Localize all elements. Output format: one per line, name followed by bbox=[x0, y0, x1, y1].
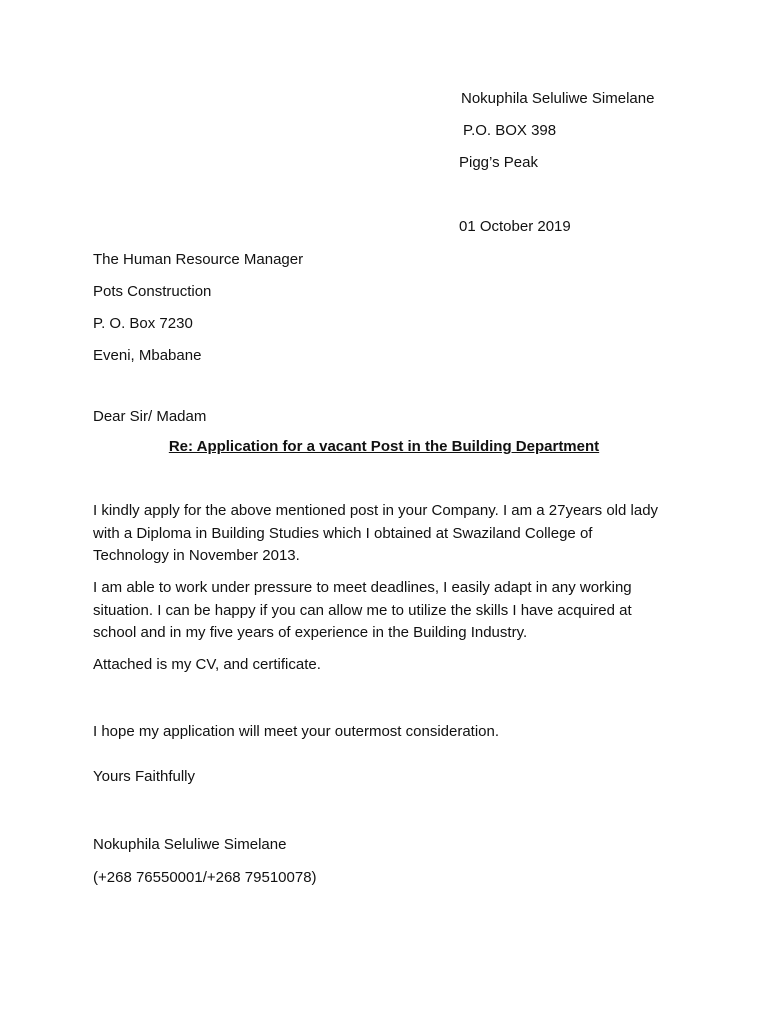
signature-phone: (+268 76550001/+268 79510078) bbox=[93, 869, 317, 886]
body-paragraph-1: I kindly apply for the above mentioned post in your Company. I am a 27years old lady with a Diploma in Building Studies which I obtained at Swaziland College of Technology in November 2013. bbox=[93, 502, 659, 564]
recipient-title: The Human Resource Manager bbox=[93, 251, 304, 268]
sender-po-box: P.O. BOX 398 bbox=[463, 122, 557, 139]
recipient-company: Pots Construction bbox=[93, 283, 212, 300]
body-paragraph-4: I hope my application will meet your outermost consideration. bbox=[93, 723, 500, 740]
sender-name: Nokuphila Seluliwe Simelane bbox=[461, 90, 655, 107]
recipient-location: Eveni, Mbabane bbox=[93, 347, 202, 364]
closing: Yours Faithfully bbox=[93, 768, 195, 785]
body-paragraph-2: I am able to work under pressure to meet deadlines, I easily adapt in any working situation. I can be happy if you can allow me to utilize the skills I have acquired at school and in my five years of experience in the Building Industry. bbox=[93, 579, 632, 641]
letter-date: 01 October 2019 bbox=[459, 218, 571, 235]
signature-name: Nokuphila Seluliwe Simelane bbox=[93, 836, 287, 853]
body-paragraph-3: Attached is my CV, and certificate. bbox=[93, 656, 321, 673]
salutation: Dear Sir/ Madam bbox=[93, 408, 207, 425]
recipient-po-box: P. O. Box 7230 bbox=[93, 315, 193, 332]
subject-line: Re: Application for a vacant Post in the Building Department bbox=[168, 438, 600, 455]
sender-town: Pigg’s Peak bbox=[459, 154, 538, 171]
